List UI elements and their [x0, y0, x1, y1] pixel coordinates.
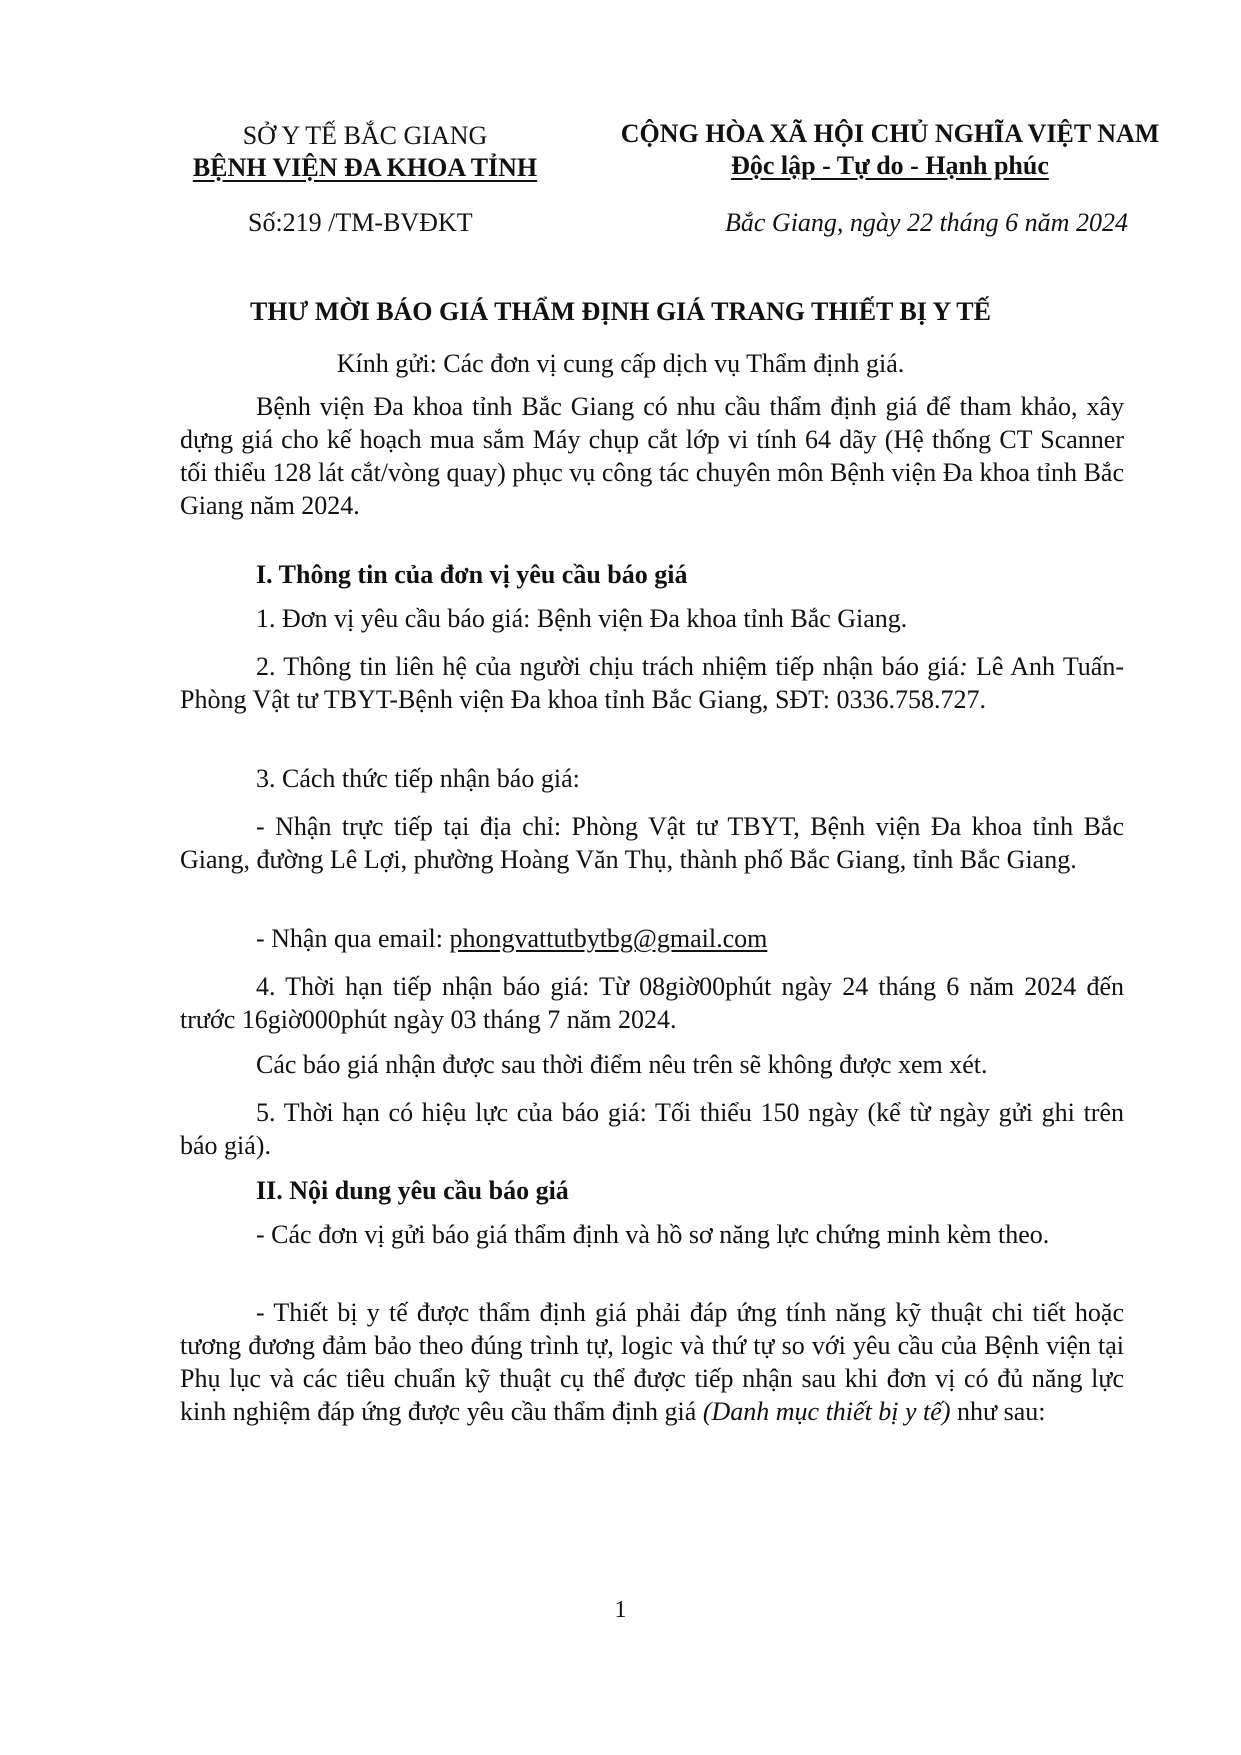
- section-1-item-1: 1. Đơn vị yêu cầu báo giá: Bệnh viện Đa khoa tỉnh Bắc Giang.: [256, 604, 908, 633]
- national-title: CỘNG HÒA XÃ HỘI CHỦ NGHĨA VIỆT NAM: [620, 119, 1160, 148]
- receive-email: [180, 922, 1124, 955]
- requirement-end: như sau:: [950, 1397, 1046, 1426]
- issuer-department: SỞ Y TẾ BẮC GIANG: [242, 121, 488, 150]
- section-2-paragraph-2: [180, 1296, 1124, 1428]
- national-motto-text: Độc lập - Tự do - Hạnh phúc: [731, 151, 1049, 180]
- contact-details: Lê Anh Tuấn-Phòng Vật tư TBYT-Bệnh viện Đa khoa tỉnh Bắc Giang, SĐT: 0336.758.727.: [180, 652, 1124, 714]
- document-number: Số:219 /TM-BVĐKT: [248, 208, 473, 237]
- issuer-hospital: [170, 152, 560, 184]
- section-1-item-5: 5. Thời hạn có hiệu lực của báo giá: Tối thiểu 150 ngày (kể từ ngày gửi ghi trên báo giá).: [180, 1098, 1124, 1160]
- issuer-hospital-text: BỆNH VIỆN ĐA KHOA TỈNH: [192, 153, 538, 182]
- national-motto: [610, 150, 1170, 182]
- document-title: THƯ MỜI BÁO GIÁ THẨM ĐỊNH GIÁ TRANG THIẾT BỊ Y TẾ: [250, 297, 991, 326]
- page-number: 1: [614, 1597, 627, 1623]
- contact-colon: :: [959, 652, 968, 681]
- section-2-paragraph-1: - Các đơn vị gửi báo giá thẩm định và hồ sơ năng lực chứng minh kèm theo.: [256, 1220, 1050, 1249]
- equipment-list-reference: (Danh mục thiết bị y tế): [702, 1397, 951, 1426]
- national-header: [610, 118, 1170, 182]
- section-1-item-3: 3. Cách thức tiếp nhận báo giá:: [256, 764, 580, 793]
- receive-direct: - Nhận trực tiếp tại địa chỉ: Phòng Vật tư TBYT, Bệnh viện Đa khoa tỉnh Bắc Giang, đường Lê Lợi, phường Hoàng Văn Thụ, thành phố Bắc Giang, tỉnh Bắc Giang.: [180, 812, 1124, 874]
- section-2-heading: II. Nội dung yêu cầu báo giá: [256, 1176, 569, 1205]
- section-1-heading: I. Thông tin của đơn vị yêu cầu báo giá: [256, 560, 688, 589]
- email-link[interactable]: phongvattutbytbg@gmail.com: [449, 924, 768, 953]
- section-1-item-4-note: Các báo giá nhận được sau thời điểm nêu trên sẽ không được xem xét.: [256, 1050, 988, 1079]
- section-1-item-2: [180, 650, 1124, 716]
- recipient-line: Kính gửi: Các đơn vị cung cấp dịch vụ Thẩm định giá.: [336, 349, 905, 378]
- contact-label: 2. Thông tin liên hệ của người chịu trách nhiệm tiếp nhận báo giá: [256, 652, 960, 681]
- issuer-header: [170, 120, 560, 184]
- requirement-text: - Thiết bị y tế được thẩm định giá phải đáp ứng tính năng kỹ thuật chi tiết hoặc tương đương đảm bảo theo đúng trình tự, logic và thứ tự so với yêu cầu của Bệnh viện tại Phụ lục và các tiêu chuẩn kỹ thuật cụ thể được tiếp nhận sau khi đơn vị có đủ năng lực kinh nghiệm đáp ứng được yêu cầu thẩm định giá: [180, 1298, 1124, 1426]
- section-1-item-4: 4. Thời hạn tiếp nhận báo giá: Từ 08giờ00phút ngày 24 tháng 6 năm 2024 đến trước 16giờ000phút ngày 03 tháng 7 năm 2024.: [180, 972, 1124, 1034]
- document-date: Bắc Giang, ngày 22 tháng 6 năm 2024: [725, 208, 1128, 237]
- intro-paragraph: Bệnh viện Đa khoa tỉnh Bắc Giang có nhu cầu thẩm định giá để tham khảo, xây dựng giá cho kế hoạch mua sắm Máy chụp cắt lớp vi tính 64 dãy (Hệ thống CT Scanner tối thiểu 128 lát cắt/vòng quay) phục vụ công tác chuyên môn Bệnh viện Đa khoa tỉnh Bắc Giang năm 2024.: [180, 392, 1124, 520]
- email-label: - Nhận qua email:: [256, 924, 450, 953]
